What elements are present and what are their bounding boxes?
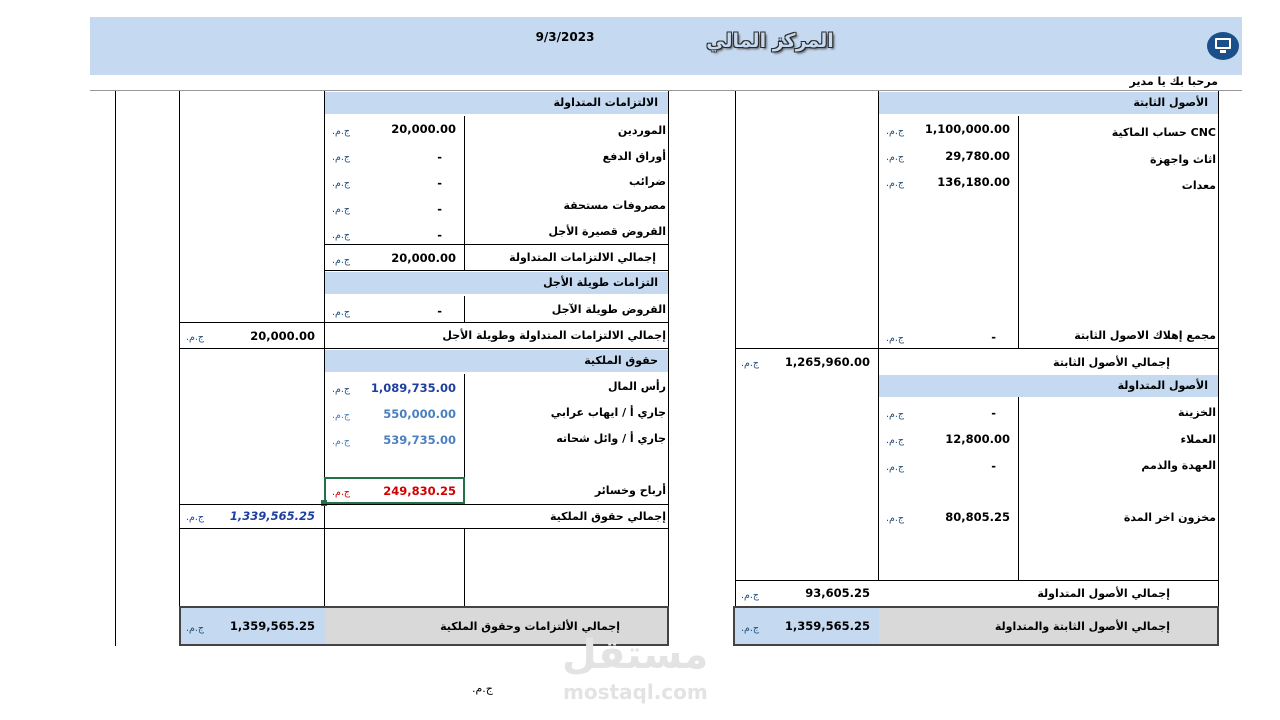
grid-line bbox=[179, 504, 668, 505]
currency-label: ج.م.‏ bbox=[332, 126, 351, 137]
fixed-asset-value[interactable]: 136,180.00 bbox=[937, 175, 1010, 189]
grid-line bbox=[1218, 91, 1219, 607]
grid-line bbox=[735, 348, 1219, 349]
fixed-asset-label: اثاث واجهزة bbox=[1149, 153, 1216, 166]
grid-line bbox=[179, 322, 668, 323]
equity-value[interactable]: 550,000.00 bbox=[383, 407, 456, 421]
stray-currency: ج.م.‏ bbox=[472, 682, 493, 695]
currency-label: ج.م.‏ bbox=[886, 333, 905, 344]
liability-label: مصروفات مستحقة bbox=[563, 199, 666, 212]
grid-line bbox=[324, 91, 325, 607]
grid-line bbox=[179, 528, 668, 529]
fixed-asset-value[interactable]: 1,100,000.00 bbox=[924, 122, 1010, 136]
page-title: المركز المالي bbox=[706, 30, 834, 52]
grid-line bbox=[668, 91, 669, 607]
currency-label: ج.م.‏ bbox=[332, 230, 351, 241]
divider bbox=[90, 90, 1242, 91]
equity-header: حقوق الملكية bbox=[325, 350, 668, 372]
current-liabilities-total-value[interactable]: 20,000.00 bbox=[391, 251, 456, 265]
header-band bbox=[90, 17, 1242, 75]
currency-label: ج.م.‏ bbox=[886, 126, 905, 137]
currency-label: ج.م.‏ bbox=[186, 512, 205, 523]
currency-label: ج.م.‏ bbox=[332, 204, 351, 215]
monitor-icon[interactable] bbox=[1207, 32, 1239, 60]
grid-line bbox=[115, 91, 116, 646]
all-liabilities-total-label: إجمالي الالتزامات المتداولة وطويلة الأجل bbox=[442, 329, 666, 342]
grid-line bbox=[179, 348, 668, 349]
assets-grand-total-value[interactable]: 1,359,565.25 bbox=[784, 619, 870, 633]
assets-grand-total-label: إجمالي الأصول الثابتة والمتداولة bbox=[994, 620, 1170, 633]
fixed-asset-label: معدات bbox=[1181, 179, 1216, 192]
equity-value[interactable]: 539,735.00 bbox=[383, 433, 456, 447]
currency-label: ج.م.‏ bbox=[332, 255, 351, 266]
liabilities-grand-total-label: إجمالي الألتزامات وحقوق الملكية bbox=[440, 620, 620, 633]
liability-value[interactable]: - bbox=[437, 202, 442, 216]
long-term-liabilities-header: التزامات طويلة الأجل bbox=[325, 272, 668, 294]
currency-label: ج.م.‏ bbox=[186, 623, 205, 634]
liability-label: أوراق الدفع bbox=[602, 150, 666, 163]
liability-value[interactable]: - bbox=[437, 176, 442, 190]
current-liabilities-header: الالتزامات المتداولة bbox=[325, 92, 668, 114]
grid-line bbox=[735, 580, 1219, 581]
grid-line bbox=[1018, 116, 1019, 348]
currency-label: ج.م.‏ bbox=[741, 623, 760, 634]
liability-label: القروض طويلة الآجل bbox=[551, 303, 666, 316]
liability-value[interactable]: - bbox=[437, 304, 442, 318]
grid-line bbox=[735, 91, 736, 645]
depreciation-value[interactable]: - bbox=[991, 330, 996, 344]
grid-line bbox=[324, 270, 668, 271]
liability-value[interactable]: 20,000.00 bbox=[391, 122, 456, 136]
all-liabilities-total-value[interactable]: 20,000.00 bbox=[250, 329, 315, 343]
grid-line bbox=[464, 116, 465, 270]
current-asset-value[interactable]: - bbox=[991, 406, 996, 420]
liability-label: الموردين bbox=[617, 124, 666, 137]
currency-label: ج.م.‏ bbox=[741, 358, 760, 369]
currency-label: ج.م.‏ bbox=[886, 435, 905, 446]
grid-line bbox=[179, 91, 180, 607]
depreciation-label: مجمع إهلاك الاصول الثابتة bbox=[1074, 329, 1216, 342]
equity-total-label: إجمالي حقوق الملكية bbox=[549, 510, 666, 523]
currency-label: ج.م.‏ bbox=[886, 409, 905, 420]
currency-label: ج.م.‏ bbox=[332, 487, 351, 498]
current-asset-label: مخزون اخر المدة bbox=[1123, 511, 1216, 524]
equity-label: رأس المال bbox=[607, 380, 666, 393]
currency-label: ج.م.‏ bbox=[886, 178, 905, 189]
current-asset-label: العملاء bbox=[1180, 433, 1216, 446]
current-total-value[interactable]: 93,605.25 bbox=[805, 586, 870, 600]
liabilities-grand-total-value[interactable]: 1,359,565.25 bbox=[229, 619, 315, 633]
currency-label: ج.م.‏ bbox=[332, 436, 351, 447]
current-assets-header: الأصول المتداولة bbox=[879, 375, 1218, 397]
currency-label: ج.م.‏ bbox=[886, 462, 905, 473]
liability-label: القروض قصيرة الأجل bbox=[548, 225, 666, 238]
profit-loss-value[interactable]: 249,830.25 bbox=[383, 484, 456, 498]
grid-line bbox=[324, 244, 668, 245]
grid-line bbox=[464, 296, 465, 322]
liability-label: ضرائب bbox=[628, 175, 666, 188]
current-asset-value[interactable]: 12,800.00 bbox=[945, 432, 1010, 446]
fixed-assets-header: الأصول الثابتة bbox=[879, 92, 1218, 114]
report-date: 9/3/2023 bbox=[535, 30, 595, 44]
currency-label: ج.م.‏ bbox=[332, 307, 351, 318]
current-asset-value[interactable]: - bbox=[991, 459, 996, 473]
currency-label: ج.م.‏ bbox=[886, 152, 905, 163]
currency-label: ج.م.‏ bbox=[332, 152, 351, 163]
currency-label: ج.م.‏ bbox=[886, 513, 905, 524]
welcome-text: مرحبا بك يا مدير bbox=[1129, 75, 1218, 88]
current-asset-value[interactable]: 80,805.25 bbox=[945, 510, 1010, 524]
currency-label: ج.م.‏ bbox=[332, 178, 351, 189]
equity-label: جاري أ / وائل شحاته bbox=[556, 432, 666, 445]
grid-line bbox=[464, 528, 465, 607]
liability-value[interactable]: - bbox=[437, 150, 442, 164]
current-asset-label: العهدة والذمم bbox=[1141, 459, 1216, 472]
fixed-total-value[interactable]: 1,265,960.00 bbox=[784, 355, 870, 369]
fixed-asset-label: حساب الماكية CNC bbox=[1111, 126, 1216, 139]
current-total-label: إجمالي الأصول المتداولة bbox=[1037, 587, 1170, 600]
currency-label: ج.م.‏ bbox=[741, 590, 760, 601]
grid-line bbox=[1018, 397, 1019, 581]
current-liabilities-total-label: إجمالي الالتزامات المتداولة bbox=[509, 251, 656, 264]
fixed-total-label: إجمالي الأصول الثابتة bbox=[1053, 356, 1170, 369]
current-asset-label: الخزينة bbox=[1178, 406, 1216, 419]
equity-label: جاري أ / ايهاب عرابي bbox=[550, 406, 666, 419]
fixed-asset-value[interactable]: 29,780.00 bbox=[945, 149, 1010, 163]
watermark-latin: mostaql.com bbox=[563, 680, 708, 704]
liability-value[interactable]: - bbox=[437, 228, 442, 242]
watermark-arabic: مستقل bbox=[562, 632, 709, 678]
grid-line bbox=[878, 91, 879, 581]
equity-value[interactable]: 1,089,735.00 bbox=[370, 381, 456, 395]
fill-handle[interactable] bbox=[321, 500, 327, 506]
equity-label: أرباح وخسائر bbox=[594, 484, 666, 497]
currency-label: ج.م.‏ bbox=[332, 410, 351, 421]
equity-total-value[interactable]: 1,339,565.25 bbox=[229, 509, 315, 523]
currency-label: ج.م.‏ bbox=[332, 384, 351, 395]
currency-label: ج.م.‏ bbox=[186, 332, 205, 343]
